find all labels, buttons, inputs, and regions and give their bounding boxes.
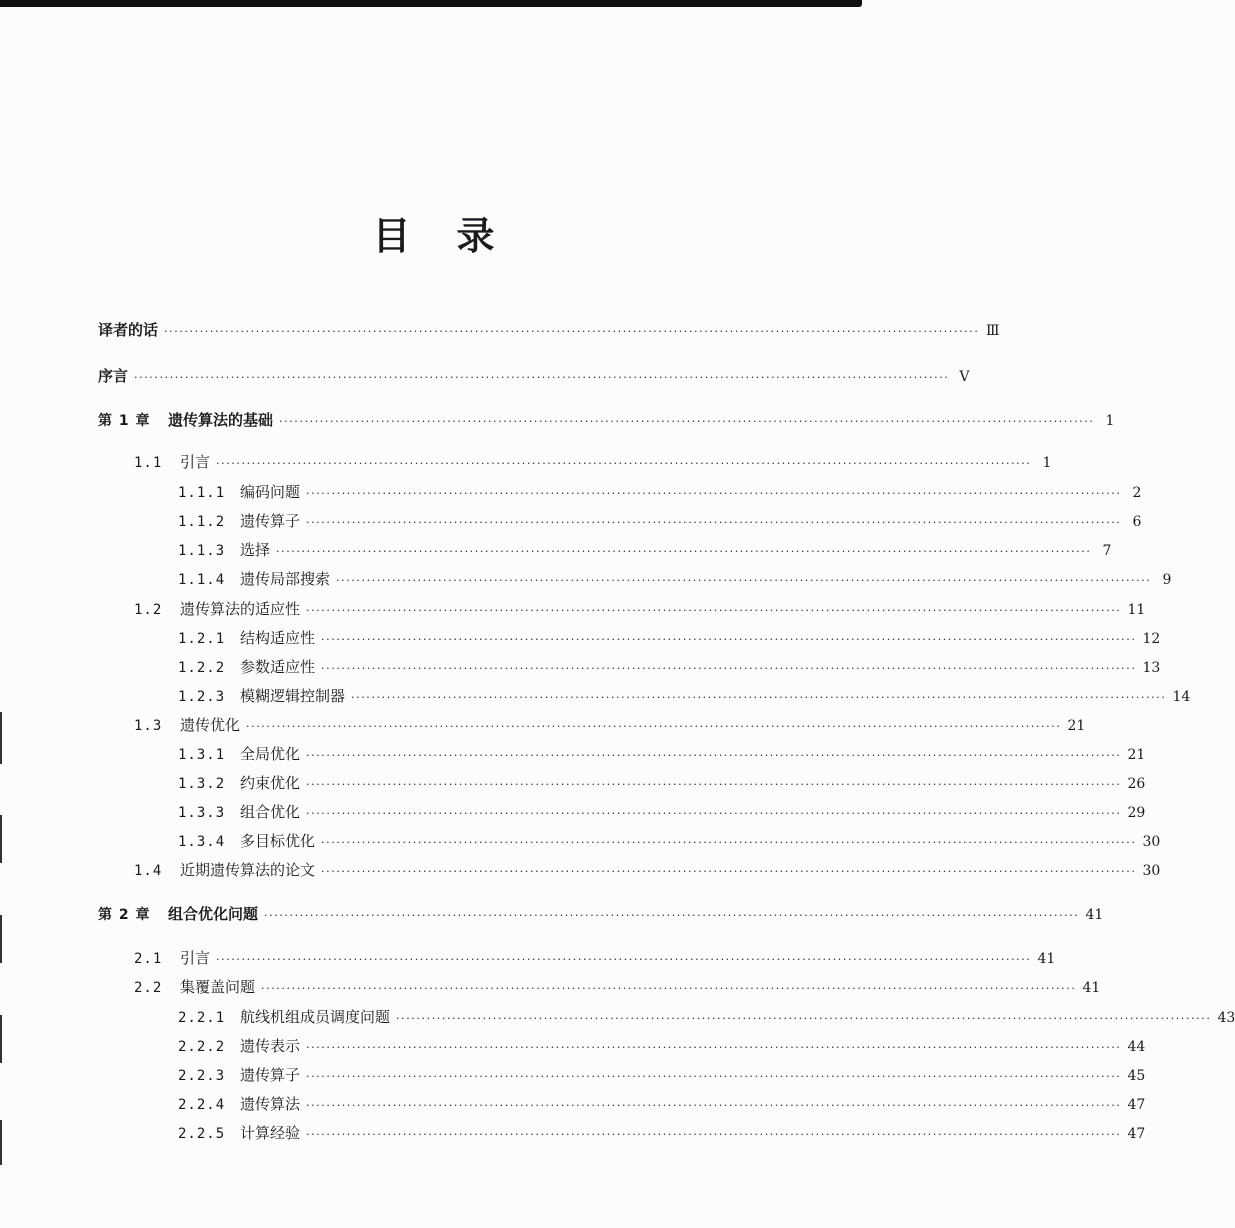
toc-entry-page-number: 44 — [1127, 1039, 1146, 1055]
toc-entry-number: 2.2.5 — [178, 1126, 226, 1142]
toc-entry-page-number: Ⅲ — [985, 323, 1000, 339]
toc-entry-page-number: 14 — [1172, 689, 1191, 705]
toc-entry-number: 1.2.1 — [178, 631, 226, 647]
toc-entry-title: 航线机组成员调度问题 — [240, 1008, 391, 1026]
toc-dot-leader: ································································································································································ — [306, 1128, 1122, 1141]
toc-entry-page-number: 9 — [1162, 572, 1172, 588]
toc-entry[interactable] — [178, 509, 1142, 533]
toc-dot-leader: ································································································································································ — [246, 720, 1062, 733]
margin-scan-mark — [0, 712, 2, 764]
toc-entry[interactable] — [98, 364, 970, 388]
toc-entry[interactable] — [134, 597, 1146, 621]
toc-dot-leader: ································································································································································ — [306, 604, 1122, 617]
toc-entry-title: 遗传局部搜索 — [240, 570, 331, 588]
toc-entry[interactable] — [178, 567, 1172, 591]
toc-entry-page-number: 43 — [1217, 1010, 1235, 1026]
toc-entry-page-number: 1 — [1042, 455, 1052, 471]
toc-entry-page-number: 7 — [1102, 543, 1112, 559]
toc-entry-title: 模糊逻辑控制器 — [240, 687, 346, 705]
toc-dot-leader: ································································································································································ — [321, 633, 1137, 646]
toc-entry[interactable] — [134, 975, 1101, 999]
toc-dot-leader: ································································································································································ — [306, 487, 1122, 500]
toc-entry-number: 1.2.2 — [178, 660, 226, 676]
toc-entry-page-number: 11 — [1127, 602, 1146, 618]
toc-entry-page-number: V — [959, 369, 970, 385]
toc-entry-number: 2.2 — [134, 980, 163, 996]
toc-entry-page-number: 41 — [1082, 980, 1101, 996]
toc-dot-leader: ································································································································································ — [216, 953, 1032, 966]
toc-entry-number: 1.2 — [134, 602, 163, 618]
toc-entry-title: 组合优化问题 — [168, 905, 259, 923]
top-scan-edge — [0, 0, 862, 7]
toc-dot-leader: ································································································································································ — [306, 516, 1122, 529]
toc-entry-number: 第 1 章 — [98, 413, 151, 429]
toc-entry-number: 2.1 — [134, 951, 163, 967]
toc-entry-title: 引言 — [180, 949, 211, 967]
toc-entry[interactable] — [98, 902, 1104, 926]
toc-entry-number: 1.1 — [134, 455, 163, 471]
toc-entry-title: 遗传算子 — [240, 512, 301, 530]
title-char-2: 录 — [456, 214, 497, 258]
toc-entry[interactable] — [178, 1092, 1146, 1116]
toc-entry-page-number: 26 — [1127, 776, 1146, 792]
toc-entry-title: 约束优化 — [240, 774, 301, 792]
toc-entry[interactable] — [178, 626, 1161, 650]
toc-entry-page-number: 12 — [1142, 631, 1161, 647]
toc-entry[interactable] — [178, 800, 1146, 824]
toc-entry[interactable] — [98, 318, 1000, 342]
toc-entry[interactable] — [178, 742, 1146, 766]
toc-entry[interactable] — [178, 1121, 1146, 1145]
toc-entry[interactable] — [178, 655, 1161, 679]
toc-entry-number: 1.2.3 — [178, 689, 226, 705]
toc-entry-page-number: 21 — [1067, 718, 1086, 734]
toc-entry-title: 遗传优化 — [180, 716, 241, 734]
margin-scan-mark — [0, 1120, 2, 1165]
toc-dot-leader: ································································································································································ — [306, 1099, 1122, 1112]
toc-entry-title: 遗传表示 — [240, 1037, 301, 1055]
toc-entry-page-number: 47 — [1127, 1126, 1146, 1142]
toc-entry-number: 1.3.1 — [178, 747, 226, 763]
toc-entry-page-number: 2 — [1132, 485, 1142, 501]
toc-entry[interactable] — [178, 771, 1146, 795]
toc-entry-title: 遗传算法的适应性 — [180, 600, 301, 618]
toc-entry[interactable] — [134, 858, 1161, 882]
toc-entry-title: 计算经验 — [240, 1124, 301, 1142]
toc-dot-leader: ································································································································································ — [321, 836, 1137, 849]
toc-dot-leader: ································································································································································ — [279, 415, 1095, 428]
toc-entry-title: 集覆盖问题 — [180, 978, 256, 996]
toc-entry-number: 1.3 — [134, 718, 163, 734]
toc-entry[interactable] — [178, 1034, 1146, 1058]
toc-entry-title: 多目标优化 — [240, 832, 316, 850]
toc-entry-title: 组合优化 — [240, 803, 301, 821]
toc-entry-number: 1.3.2 — [178, 776, 226, 792]
toc-dot-leader: ································································································································································ — [306, 778, 1122, 791]
toc-entry-number: 2.2.2 — [178, 1039, 226, 1055]
toc-entry[interactable] — [134, 713, 1086, 737]
toc-entry-page-number: 13 — [1142, 660, 1161, 676]
toc-entry-page-number: 41 — [1037, 951, 1056, 967]
toc-dot-leader: ································································································································································ — [336, 574, 1152, 587]
toc-dot-leader: ································································································································································ — [351, 691, 1167, 704]
margin-scan-mark — [0, 915, 2, 963]
toc-entry[interactable] — [98, 408, 1115, 432]
toc-entry-number: 1.1.3 — [178, 543, 226, 559]
toc-dot-leader: ································································································································································ — [396, 1012, 1212, 1025]
toc-entry-number: 1.1.4 — [178, 572, 226, 588]
margin-scan-mark — [0, 815, 2, 863]
toc-dot-leader: ································································································································································ — [306, 807, 1122, 820]
toc-dot-leader: ································································································································································ — [134, 371, 950, 384]
toc-entry-title: 参数适应性 — [240, 658, 316, 676]
toc-entry-page-number: 30 — [1142, 863, 1161, 879]
toc-entry[interactable] — [178, 538, 1112, 562]
toc-dot-leader: ································································································································································ — [306, 749, 1122, 762]
toc-entry-number: 1.3.3 — [178, 805, 226, 821]
toc-dot-leader: ································································································································································ — [321, 865, 1137, 878]
toc-dot-leader: ································································································································································ — [276, 545, 1092, 558]
toc-entry-page-number: 45 — [1127, 1068, 1146, 1084]
toc-entry[interactable] — [178, 684, 1191, 708]
toc-entry-title: 译者的话 — [98, 321, 159, 339]
toc-entry-number: 2.2.1 — [178, 1010, 226, 1026]
toc-entry-title: 结构适应性 — [240, 629, 316, 647]
toc-entry[interactable] — [178, 1063, 1146, 1087]
toc-entry-title: 引言 — [180, 453, 211, 471]
toc-dot-leader: ································································································································································ — [306, 1041, 1122, 1054]
toc-entry-title: 近期遗传算法的论文 — [180, 861, 316, 879]
margin-scan-mark — [0, 1015, 2, 1063]
toc-entry-title: 遗传算法 — [240, 1095, 301, 1113]
toc-entry[interactable] — [178, 480, 1142, 504]
toc-entry[interactable] — [134, 946, 1056, 970]
toc-entry-number: 2.2.3 — [178, 1068, 226, 1084]
toc-entry-page-number: 29 — [1127, 805, 1146, 821]
toc-dot-leader: ································································································································································ — [321, 662, 1137, 675]
toc-entry-number: 第 2 章 — [98, 907, 151, 923]
toc-entry-title: 遗传算法的基础 — [168, 411, 274, 429]
toc-entry-page-number: 30 — [1142, 834, 1161, 850]
toc-entry[interactable] — [178, 829, 1161, 853]
toc-entry-page-number: 21 — [1127, 747, 1146, 763]
toc-entry[interactable] — [134, 450, 1052, 474]
toc-entry-page-number: 41 — [1085, 907, 1104, 923]
title-char-1: 目 — [372, 214, 413, 258]
toc-entry-page-number: 6 — [1132, 514, 1142, 530]
toc-dot-leader: ································································································································································ — [306, 1070, 1122, 1083]
toc-entry-title: 全局优化 — [240, 745, 301, 763]
toc-entry-page-number: 1 — [1105, 413, 1115, 429]
page-title — [0, 205, 869, 260]
toc-entry-number: 1.1.1 — [178, 485, 226, 501]
toc-dot-leader: ································································································································································ — [264, 909, 1080, 922]
toc-entry-number: 2.2.4 — [178, 1097, 226, 1113]
toc-dot-leader: ································································································································································ — [164, 325, 980, 338]
toc-entry-title: 序言 — [98, 367, 129, 385]
toc-dot-leader: ································································································································································ — [261, 982, 1077, 995]
toc-dot-leader: ································································································································································ — [216, 457, 1032, 470]
toc-entry[interactable] — [178, 1005, 1235, 1029]
toc-entry-page-number: 47 — [1127, 1097, 1146, 1113]
toc-entry-title: 编码问题 — [240, 483, 301, 501]
toc-entry-title: 选择 — [240, 541, 271, 559]
toc-entry-title: 遗传算子 — [240, 1066, 301, 1084]
toc-entry-number: 1.1.2 — [178, 514, 226, 530]
toc-entry-number: 1.4 — [134, 863, 163, 879]
toc-entry-number: 1.3.4 — [178, 834, 226, 850]
